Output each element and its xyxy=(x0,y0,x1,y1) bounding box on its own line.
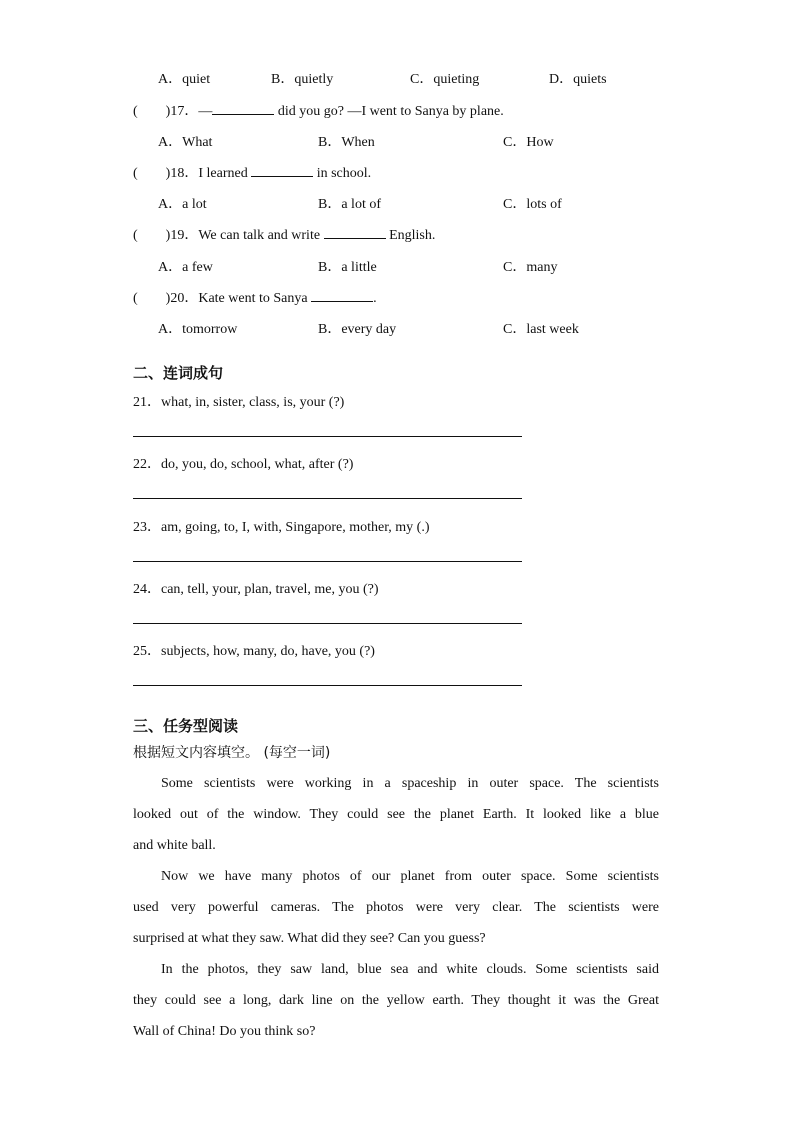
sentence-item-21: 21．what, in, sister, class, is, your (?) xyxy=(133,395,345,410)
passage-line: Some scientists were working in a spaceship in outer space. The scientists xyxy=(161,776,659,791)
passage-line: surprised at what they saw. What did they see? Can you guess? xyxy=(133,931,486,946)
answer-paren-open: ( xyxy=(133,104,138,119)
answer-paren-open: ( xyxy=(133,291,138,306)
passage-line: Now we have many photos of our planet from outer space. Some scientists xyxy=(161,869,659,884)
question-text-before: Kate went to Sanya xyxy=(198,291,312,306)
q19-option-a: A．a few xyxy=(158,260,213,275)
q16-option-a: A．quiet xyxy=(158,72,211,87)
answer-line-22[interactable] xyxy=(133,498,522,499)
sentence-item-24: 24．can, tell, your, plan, travel, me, you (?) xyxy=(133,582,379,597)
question-number: 20． xyxy=(170,291,199,306)
answer-line-25[interactable] xyxy=(133,685,522,686)
question-text-after: in school. xyxy=(313,166,372,181)
q16-option-d: D．quiets xyxy=(549,72,607,87)
passage-line: Wall of China! Do you think so? xyxy=(133,1024,316,1039)
fill-blank[interactable] xyxy=(324,226,386,239)
question-19 xyxy=(133,224,435,244)
passage-line: used very powerful cameras. The photos were very clear. The scientists were xyxy=(133,900,659,915)
q17-option-a: A．What xyxy=(158,135,213,150)
q17-option-c: C．How xyxy=(503,135,554,150)
q19-option-c: C．many xyxy=(503,260,558,275)
question-text-after: did you go? —I went to Sanya by plane. xyxy=(274,104,504,119)
passage-line: and white ball. xyxy=(133,838,216,853)
question-text-after: English. xyxy=(385,228,436,243)
sentence-item-22: 22．do, you, do, school, what, after (?) xyxy=(133,457,354,472)
q17-option-b: B．When xyxy=(318,135,375,150)
section-3-title: 三、任务型阅读 xyxy=(133,717,239,735)
question-17 xyxy=(133,100,504,120)
question-18 xyxy=(133,162,371,182)
q16-option-b: B．quietly xyxy=(271,72,334,87)
answer-paren-close: ) xyxy=(165,291,171,306)
section-2-title: 二、连词成句 xyxy=(133,364,224,382)
fill-blank[interactable] xyxy=(212,102,274,115)
answer-paren-close: ) xyxy=(165,104,171,119)
sentence-item-23: 23．am, going, to, I, with, Singapore, mother, my (.) xyxy=(133,520,430,535)
fill-blank[interactable] xyxy=(311,289,373,302)
question-text-before: — xyxy=(198,104,213,119)
question-text-before: We can talk and write xyxy=(198,228,324,243)
answer-paren-close: ) xyxy=(165,166,171,181)
passage-line: looked out of the window. They could see the planet Earth. It looked like a blue xyxy=(133,807,659,822)
question-number: 17． xyxy=(170,104,199,119)
reading-passage xyxy=(133,768,659,1047)
fill-blank[interactable] xyxy=(251,164,313,177)
q20-option-a: A．tomorrow xyxy=(158,322,238,337)
q18-option-b: B．a lot of xyxy=(318,197,381,212)
answer-line-24[interactable] xyxy=(133,623,522,624)
sentence-item-25: 25．subjects, how, many, do, have, you (?) xyxy=(133,644,375,659)
question-number: 18． xyxy=(170,166,199,181)
passage-line: they could see a long, dark line on the yellow earth. They thought it was the Great xyxy=(133,993,659,1008)
question-20 xyxy=(133,287,377,307)
q20-option-c: C．last week xyxy=(503,322,579,337)
q18-option-c: C．lots of xyxy=(503,197,562,212)
question-text-after: . xyxy=(373,291,377,306)
q18-option-a: A．a lot xyxy=(158,197,207,212)
answer-line-23[interactable] xyxy=(133,561,522,562)
answer-paren-open: ( xyxy=(133,228,138,243)
answer-paren-close: ) xyxy=(165,228,171,243)
q20-option-b: B．every day xyxy=(318,322,397,337)
question-number: 19． xyxy=(170,228,199,243)
section-3-instruction: 根据短文内容填空。 (每空一词) xyxy=(133,745,331,761)
q19-option-b: B．a little xyxy=(318,260,377,275)
answer-line-21[interactable] xyxy=(133,436,522,437)
passage-line: In the photos, they saw land, blue sea and white clouds. Some scientists said xyxy=(161,962,659,977)
question-text-before: I learned xyxy=(198,166,252,181)
answer-paren-open: ( xyxy=(133,166,138,181)
q16-option-c: C．quieting xyxy=(410,72,480,87)
